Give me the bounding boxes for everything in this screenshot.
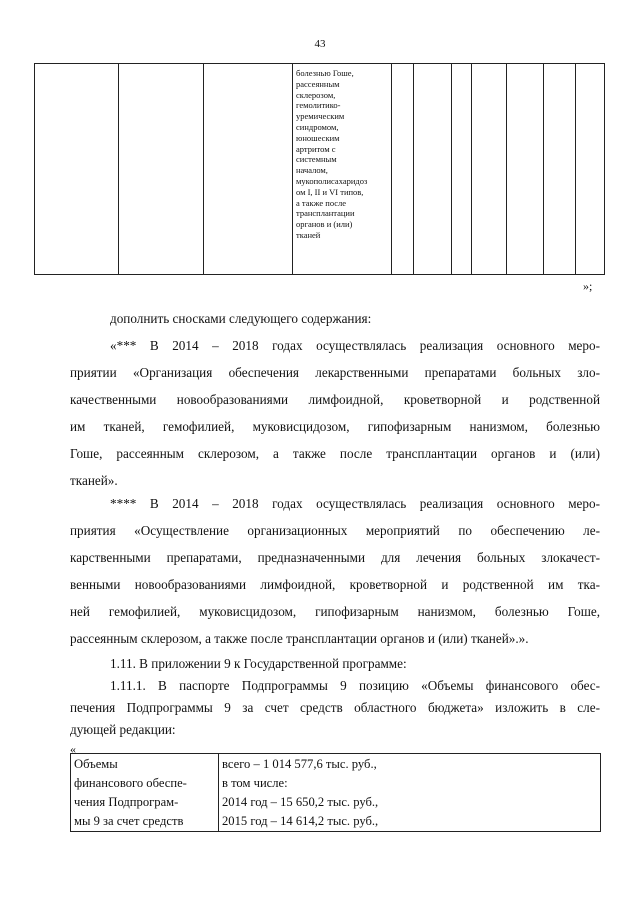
- cell-line: трансплантации: [296, 208, 355, 219]
- financing-value-line: всего – 1 014 577,6 тыс. руб.,: [222, 757, 377, 771]
- cell-line: юношеским: [296, 132, 340, 143]
- item-1-11-1: [70, 675, 600, 741]
- item-1-11-text: 1.11. В приложении 9 к Государственной программе:: [110, 656, 407, 671]
- cell-line: системным: [296, 154, 337, 165]
- footnote-1-line: приятии «Организация обеспечения лекарственными препаратами больных зло-: [70, 365, 600, 380]
- financing-value-line: в том числе:: [222, 776, 288, 790]
- table-cell: [204, 64, 293, 275]
- financing-value-line: 2015 год – 14 614,2 тыс. руб.,: [222, 814, 379, 828]
- financing-value-cell: [219, 754, 601, 832]
- cell-line: склерозом,: [296, 89, 336, 100]
- cell-line: органов и (или): [296, 219, 353, 230]
- financing-table: [70, 753, 601, 832]
- cell-line: уремическим: [296, 111, 345, 122]
- cell-line: мукополисахаридоз: [296, 175, 368, 186]
- table-cell-diseases: [293, 64, 392, 275]
- footnote-2: [70, 490, 600, 652]
- intro-line: [110, 305, 600, 332]
- table-cell: [414, 64, 452, 275]
- item-1-11-1-line: печения Подпрограммы 9 за счет средств областного бюджета» изложить в сле-: [70, 700, 600, 715]
- financing-label-line: мы 9 за счет средств: [74, 814, 184, 828]
- top-table: [34, 63, 605, 275]
- opening-quote: «: [70, 742, 76, 756]
- footnote-1-line: им тканей, гемофилией, муковисцидозом, гипофизарным нанизмом, болезнью: [70, 419, 600, 434]
- cell-line: ом I, II и VI типов,: [296, 186, 364, 197]
- table-cell: [35, 64, 119, 275]
- financing-label-cell: [71, 754, 219, 832]
- financing-label-line: финансового обеспе-: [74, 776, 187, 790]
- footnote-2-line: ней гемофилией, муковисцидозом, гипофизарным нанизмом, болезнью Гоше,: [70, 604, 600, 619]
- footnote-2-line: венными новообразованиями лимфоидной, кроветворной и родственной им тка-: [70, 577, 600, 592]
- footnote-2-line: рассеянным склерозом, а также после трансплантации органов и (или) тканей».».: [70, 631, 529, 646]
- table-cell: [392, 64, 414, 275]
- table-cell: [544, 64, 576, 275]
- financing-value-line: 2014 год – 15 650,2 тыс. руб.,: [222, 795, 379, 809]
- footnote-2-line: карственными препаратами, предназначенными для лечения больных злокачест-: [70, 550, 600, 565]
- cell-line: гемолитико-: [296, 100, 341, 111]
- closing-quote: »;: [583, 279, 593, 293]
- cell-line: артритом с: [296, 143, 336, 154]
- cell-line: синдромом,: [296, 121, 339, 132]
- footnote-1-line: «*** В 2014 – 2018 годах осуществлялась реализация основного меро-: [110, 338, 600, 353]
- diseases-list: [293, 64, 391, 243]
- cell-line: болезнью Гоше,: [296, 68, 354, 78]
- table-cell: [576, 64, 605, 275]
- item-1-11: [110, 650, 600, 677]
- cell-line: началом,: [296, 165, 328, 176]
- item-1-11-1-line: дующей редакции:: [70, 722, 176, 737]
- table-cell: [119, 64, 204, 275]
- cell-line: рассеянным: [296, 78, 340, 89]
- footnote-2-line: приятия «Осуществление организационных мероприятий по обеспечению ле-: [70, 523, 600, 538]
- cell-line: а также после: [296, 197, 347, 208]
- item-1-11-1-line: 1.11.1. В паспорте Подпрограммы 9 позицию «Объемы финансового обес-: [110, 678, 600, 693]
- table-cell: [452, 64, 472, 275]
- footnote-1-line: Гоше, рассеянным склерозом, а также после трансплантации органов и (или): [70, 446, 600, 461]
- footnote-2-line: **** В 2014 – 2018 годах осуществлялась реализация основного меро-: [110, 496, 600, 511]
- footnote-1: [70, 332, 600, 494]
- intro-text: дополнить сносками следующего содержания:: [110, 311, 372, 326]
- footnote-1-line: тканей».: [70, 473, 118, 488]
- table-cell: [472, 64, 507, 275]
- financing-label-line: чения Подпрограм-: [74, 795, 179, 809]
- page-number: 43: [314, 38, 326, 50]
- financing-label-line: Объемы: [74, 757, 118, 771]
- footnote-1-line: качественными новообразованиями лимфоидной, кроветворной и родственной: [70, 392, 600, 407]
- table-cell: [507, 64, 544, 275]
- cell-line: тканей: [296, 229, 321, 240]
